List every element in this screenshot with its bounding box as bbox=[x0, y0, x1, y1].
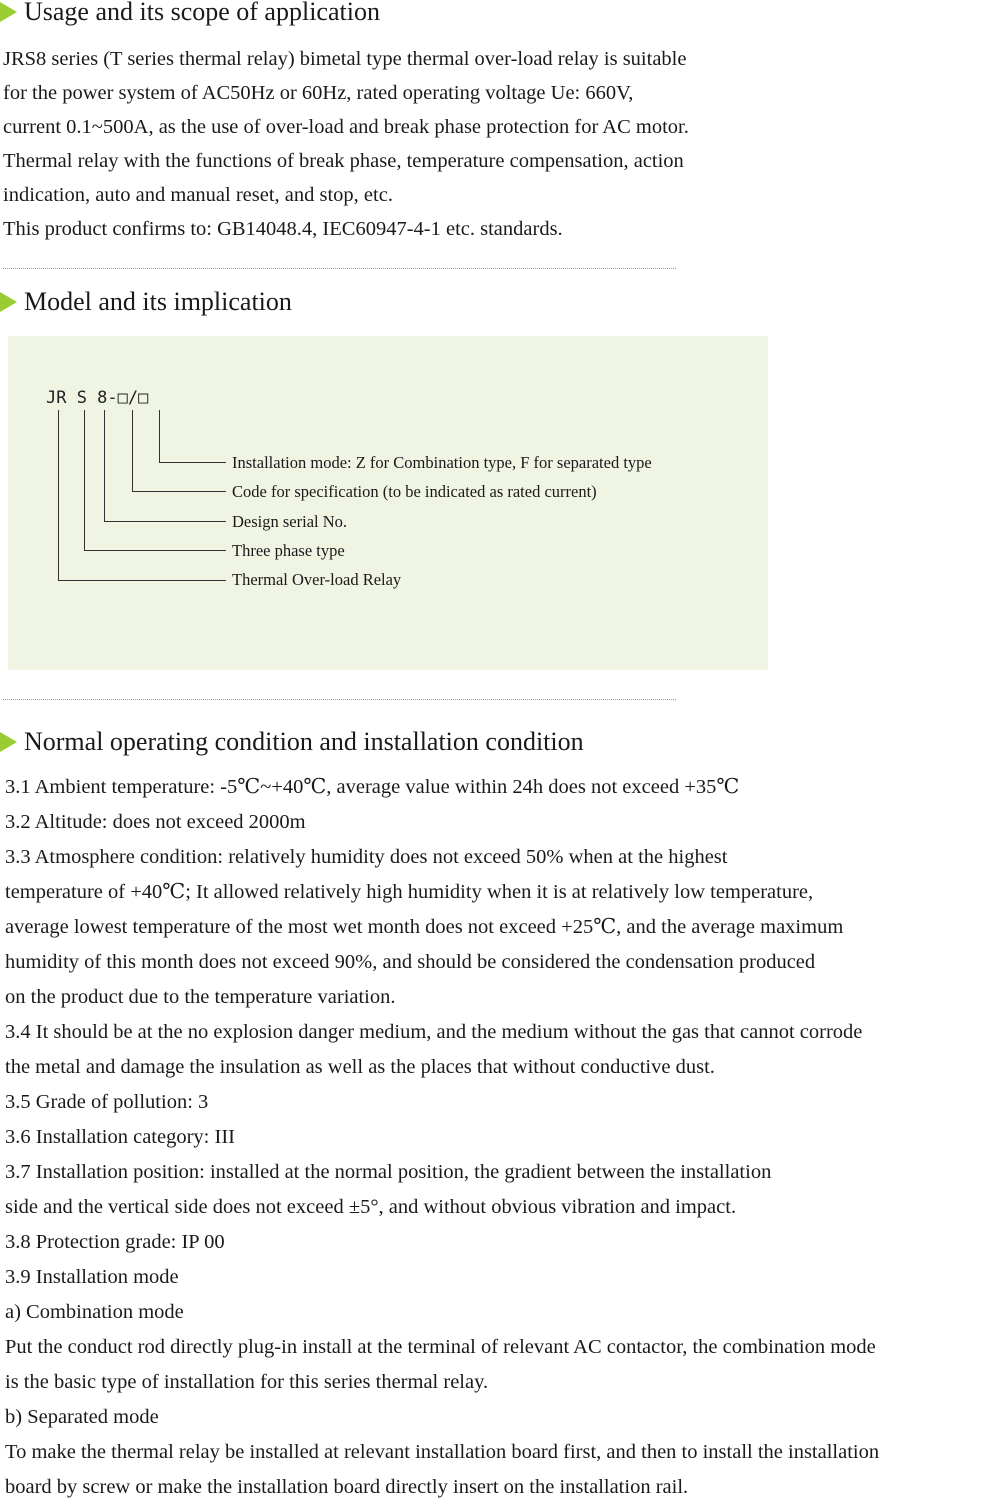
triangle-bullet-icon bbox=[0, 292, 17, 312]
condition-line: To make the thermal relay be installed at relevant installation board first, and then to install the installation bbox=[5, 1441, 880, 1463]
condition-line: b) Separated mode bbox=[5, 1406, 159, 1428]
condition-line: is the basic type of installation for this series thermal relay. bbox=[5, 1371, 489, 1393]
text-line: This product confirms to: GB14048.4, IEC60947-4-1 etc. standards. bbox=[3, 218, 563, 240]
dotted-divider bbox=[3, 268, 676, 269]
section-heading-model bbox=[0, 287, 292, 317]
condition-line: the metal and damage the insulation as well as the places that without conductive dust. bbox=[5, 1056, 715, 1078]
condition-line: 3.3 Atmosphere condition: relatively humidity does not exceed 50% when at the highest bbox=[5, 846, 728, 868]
connector-line bbox=[159, 410, 160, 462]
diagram-label-thermal-relay: Thermal Over-load Relay bbox=[232, 570, 402, 589]
condition-line: 3.8 Protection grade: IP 00 bbox=[5, 1231, 225, 1253]
heading-text: Model and its implication bbox=[24, 287, 292, 316]
connector-line bbox=[132, 410, 133, 491]
connector-line bbox=[84, 410, 85, 550]
text-line: for the power system of AC50Hz or 60Hz, rated operating voltage Ue: 660V, bbox=[3, 82, 634, 104]
condition-line: 3.6 Installation category: III bbox=[5, 1126, 235, 1148]
condition-line: 3.2 Altitude: does not exceed 2000m bbox=[5, 811, 306, 833]
dotted-divider bbox=[3, 699, 676, 700]
diagram-label-design-serial: Design serial No. bbox=[232, 512, 348, 531]
connector-line bbox=[84, 550, 226, 551]
connector-line bbox=[58, 410, 59, 580]
connector-line bbox=[159, 462, 226, 463]
connector-line bbox=[104, 410, 105, 521]
conditions-list bbox=[5, 770, 879, 1505]
model-code: JR S 8-□/□ bbox=[46, 388, 149, 408]
section-heading-usage bbox=[0, 0, 380, 27]
condition-line: on the product due to the temperature variation. bbox=[5, 986, 396, 1008]
section-heading-conditions bbox=[0, 727, 584, 757]
connector-line bbox=[132, 491, 226, 492]
condition-line: 3.4 It should be at the no explosion danger medium, and the medium without the gas that cannot corrode bbox=[5, 1021, 863, 1043]
connector-line bbox=[104, 521, 226, 522]
heading-text: Usage and its scope of application bbox=[24, 0, 380, 26]
condition-line: 3.7 Installation position: installed at the normal position, the gradient between the installation bbox=[5, 1161, 772, 1183]
triangle-bullet-icon bbox=[0, 732, 17, 752]
condition-line: board by screw or make the installation board directly insert on the installation rail. bbox=[5, 1476, 689, 1498]
condition-line: temperature of +40℃; It allowed relatively high humidity when it is at relatively low temperature, bbox=[5, 881, 814, 903]
condition-line: 3.1 Ambient temperature: -5℃~+40℃, average value within 24h does not exceed +35℃ bbox=[5, 776, 740, 798]
text-line: Thermal relay with the functions of break phase, temperature compensation, action bbox=[3, 150, 684, 172]
condition-line: 3.5 Grade of pollution: 3 bbox=[5, 1091, 209, 1113]
usage-paragraph bbox=[3, 42, 689, 246]
connector-line bbox=[58, 580, 226, 581]
condition-line: 3.9 Installation mode bbox=[5, 1266, 179, 1288]
condition-line: Put the conduct rod directly plug-in install at the terminal of relevant AC contactor, the combination mode bbox=[5, 1336, 876, 1358]
condition-line: humidity of this month does not exceed 90%, and should be considered the condensation produced bbox=[5, 951, 816, 973]
condition-line: average lowest temperature of the most wet month does not exceed +25℃, and the average maximum bbox=[5, 916, 844, 938]
diagram-label-installation-mode: Installation mode: Z for Combination type, F for separated type bbox=[232, 453, 652, 472]
text-line: current 0.1~500A, as the use of over-load and break phase protection for AC motor. bbox=[3, 116, 689, 138]
model-diagram bbox=[8, 336, 768, 670]
diagram-label-specification-code: Code for specification (to be indicated as rated current) bbox=[232, 482, 597, 501]
text-line: JRS8 series (T series thermal relay) bimetal type thermal over-load relay is suitable bbox=[3, 48, 687, 70]
condition-line: a) Combination mode bbox=[5, 1301, 184, 1323]
triangle-bullet-icon bbox=[0, 2, 17, 22]
text-line: indication, auto and manual reset, and stop, etc. bbox=[3, 184, 393, 206]
condition-line: side and the vertical side does not exceed ±5°, and without obvious vibration and impact. bbox=[5, 1196, 737, 1218]
diagram-label-three-phase: Three phase type bbox=[232, 541, 345, 560]
heading-text: Normal operating condition and installation condition bbox=[24, 727, 584, 756]
